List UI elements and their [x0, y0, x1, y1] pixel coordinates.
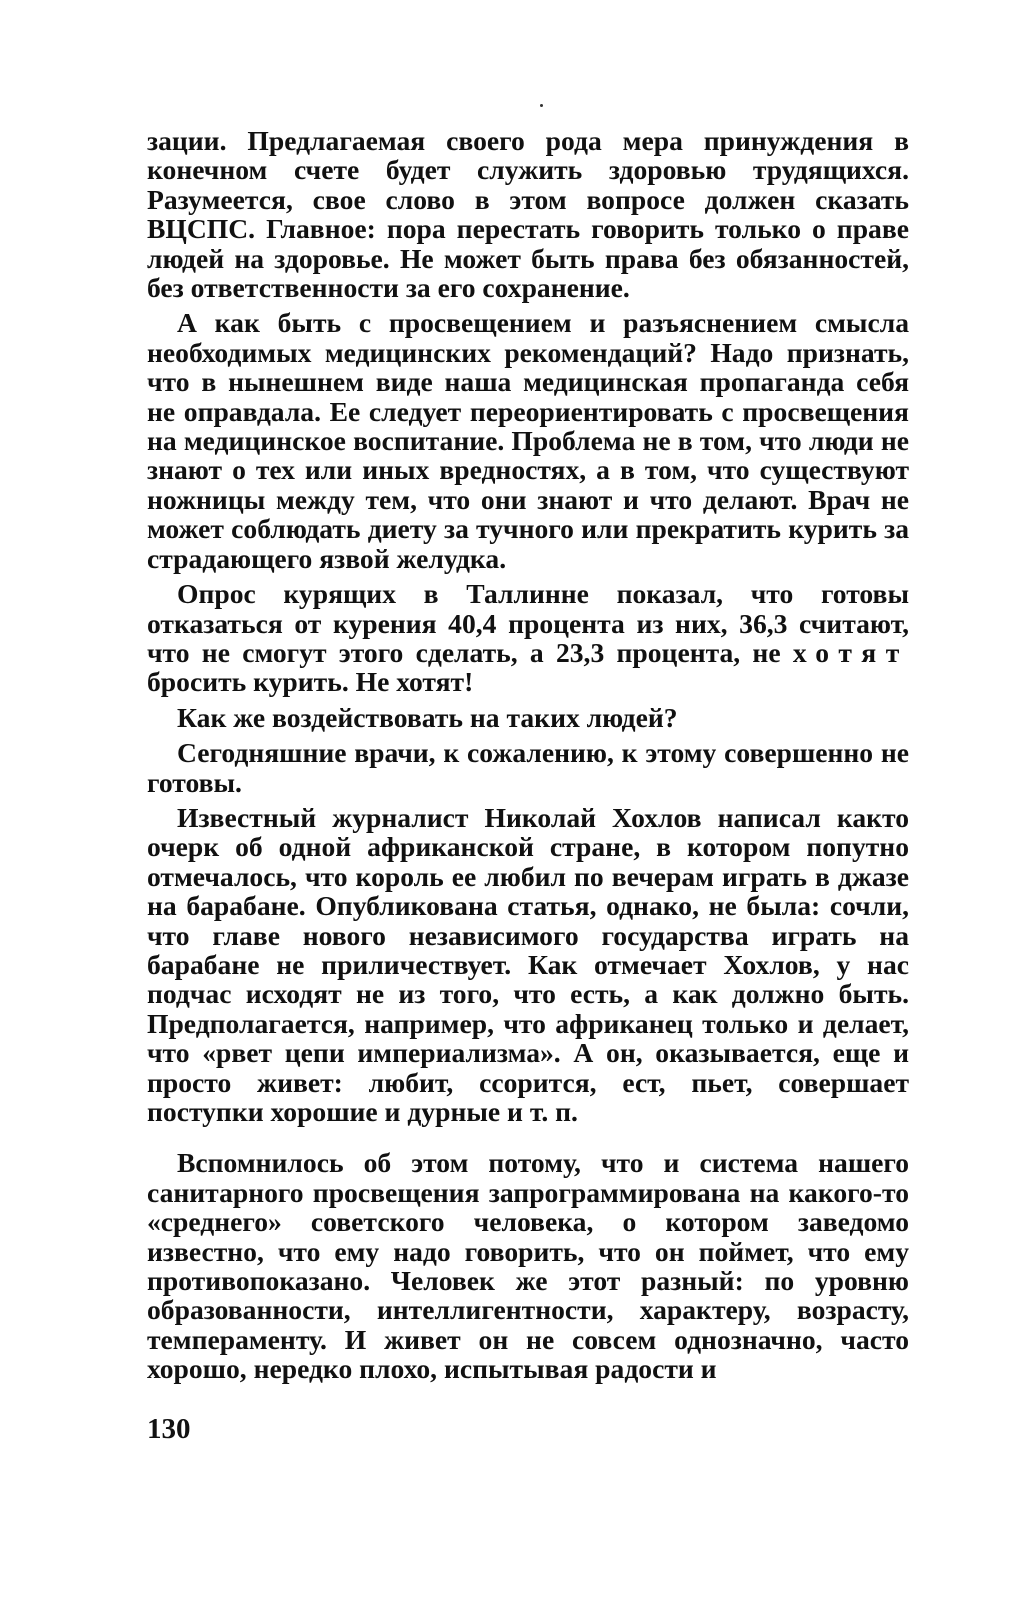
print-speck [540, 104, 543, 107]
paragraph-1: зации. Предлагаемая своего рода мера принуждения в конечном счете будет служить здоровью трудящихся. Разумеется, свое слово в этом вопросе должен сказать ВЦСПС. Главное: пора перестать говорить только о праве людей на здоровье. Не может быть права без обязанностей, без ответственности за его сохранение. [147, 125, 909, 304]
page-number: 130 [147, 1413, 191, 1445]
emphasized-word: хотят [792, 636, 909, 668]
paragraph-3-end: бросить курить. Не хотят! [147, 666, 474, 698]
paragraph-4: Как же воздействовать на таких людей? [177, 701, 678, 733]
paragraph-2: А как быть с просвещением и разъяснением смысла необходимых медицинских рекомендаций? Надо признать, что в нынешнем виде наша медицинская пропаганда себя не оправдала. Ее следует переориентировать с просвещения на медицинское воспитание. Проблема не в том, что люди не знают о тех или иных вредностях, а в том, что существуют ножницы между тем, что они знают и что делают. Врач не может соблюдать диету за тучного или прекратить курить за страдающего язвой желудка. [147, 307, 909, 574]
page-text [147, 126, 909, 1384]
paragraph-3 [147, 579, 909, 697]
paragraph-7: Вспомнилось об этом потому, что и система нашего санитарного просвещения запрограммирована на какого-то «среднего» советского человека, о котором заведомо известно, что ему надо говорить, что он поймет, что ему противопоказано. Человек же этот разный: по уровню образованности, интеллигентности, характеру, возрасту, темпераменту. И живет он не совсем однозначно, часто хорошо, нередко плохо, испытывая радости и [147, 1147, 909, 1385]
paragraph-5: Сегодняшние врачи, к сожалению, к этому совершенно не готовы. [147, 737, 909, 798]
paragraph-6: Известный журналист Николай Хохлов написал както очерк об одной африканской стране, в котором попутно отмечалось, что король ее любил по вечерам играть в джазе на барабане. Опубликована статья, однако, не была: сочли, что главе нового независимого государства играть на барабане не приличествует. Как отмечает Хохлов, у нас подчас исходят не из того, что есть, а как должно быть. Предполагается, например, что африканец только и делает, что «рвет цепи империализма». А он, оказывается, еще и просто живет: любит, ссорится, ест, пьет, совершает поступки хорошие и дурные и т. п. [147, 801, 909, 1127]
paragraph-3-start: Опрос курящих в Таллинне показал, что готовы отказаться от курения 40,4 процента из них, 36,3 считают, что не смогут этого сделать, а 23,3 процента, не [147, 578, 909, 668]
